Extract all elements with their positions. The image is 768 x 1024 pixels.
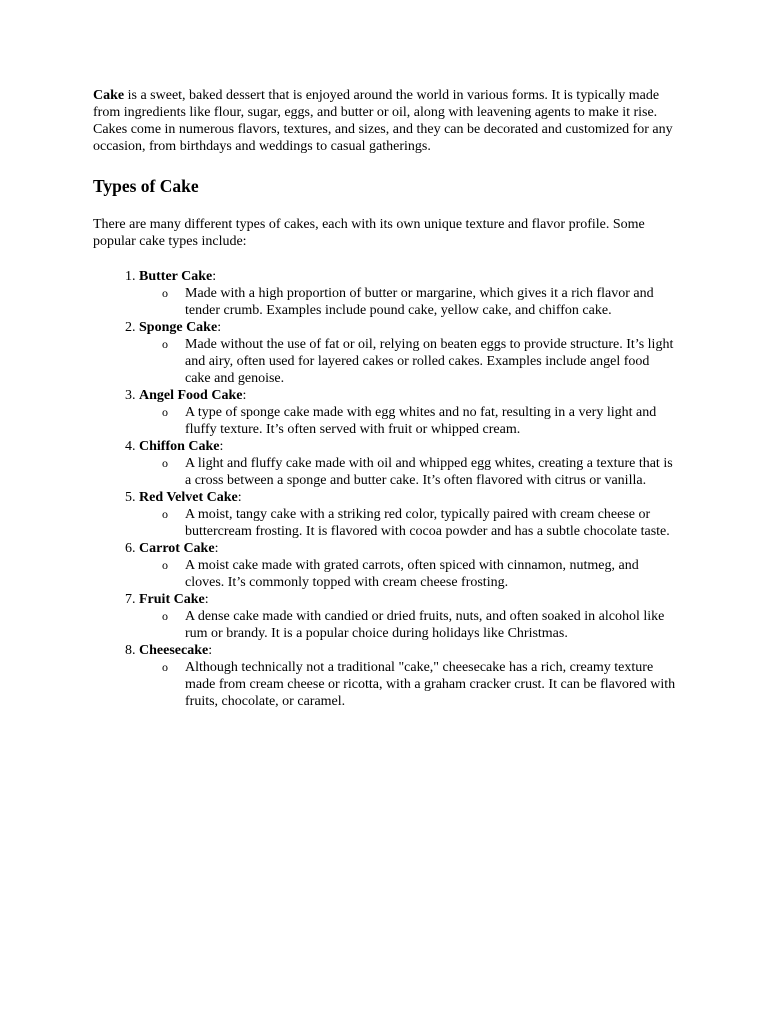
bullet-icon: o: [162, 558, 168, 572]
list-item: 1. Butter Cake: o Made with a high proportion of butter or margarine, which gives it a rich flavor and tender crumb. Examples include pound cake, yellow cake, and chiffon cake.: [139, 268, 678, 319]
bullet-icon: o: [162, 405, 168, 419]
description-text: A moist, tangy cake with a striking red color, typically paired with cream cheese or buttercream frosting. It is flavored with cocoa powder and has a subtle chocolate taste.: [185, 507, 670, 539]
list-item: 6. Carrot Cake: o A moist cake made with grated carrots, often spiced with cinnamon, nutmeg, and cloves. It’s commonly topped with cream cheese frosting.: [139, 540, 678, 591]
intro-paragraph: [93, 87, 678, 155]
cake-type-description: [162, 659, 678, 710]
description-text: Made without the use of fat or oil, relying on beaten eggs to provide structure. It’s light and airy, often used for layered cakes or rolled cakes. Examples include angel food cake and genoise.: [185, 337, 674, 386]
list-item: 8. Cheesecake: o Although technically not a traditional "cake," cheesecake has a rich, creamy texture made from cream cheese or ricotta, with a graham cracker crust. It can be flavored with fruits, chocolate, or caramel.: [139, 642, 678, 710]
bullet-icon: o: [162, 337, 168, 351]
cake-type-description: [162, 404, 678, 438]
section-lead: There are many different types of cakes, each with its own unique texture and flavor profile. Some popular cake types include:: [93, 217, 645, 249]
intro-term: Cake: [93, 88, 125, 103]
description-text: A moist cake made with grated carrots, often spiced with cinnamon, nutmeg, and cloves. It’s commonly topped with cream cheese frosting.: [185, 558, 639, 590]
list-item: 2. Sponge Cake: o Made without the use of fat or oil, relying on beaten eggs to provide structure. It’s light and airy, often used for layered cakes or rolled cakes. Examples include angel food cake and genoise.: [139, 319, 678, 387]
intro-text: is a sweet, baked dessert that is enjoyed around the world in various forms. It is typically made from ingredients like flour, sugar, eggs, and butter or oil, along with leavening agents to make it rise. Cakes come in numerous flavors, textures, and sizes, and they can be decorated and customized for any occasion, from birthdays and weddings to casual gatherings.: [93, 88, 673, 154]
bullet-icon: o: [162, 286, 168, 300]
cake-type-description: [162, 285, 678, 319]
cake-type-description: [162, 608, 678, 642]
cake-type-description: [162, 336, 678, 387]
cake-type-name: Cheesecake: [139, 643, 209, 658]
cake-type-description: [162, 455, 678, 489]
cake-types-list: [93, 268, 678, 710]
cake-type-name: Angel Food Cake: [139, 388, 243, 403]
description-text: A dense cake made with candied or dried fruits, nuts, and often soaked in alcohol like rum or brandy. It is a popular choice during holidays like Christmas.: [185, 609, 665, 641]
bullet-icon: o: [162, 507, 168, 521]
bullet-icon: o: [162, 609, 168, 623]
cake-type-name: Butter Cake: [139, 269, 213, 284]
list-item: 3. Angel Food Cake: o A type of sponge cake made with egg whites and no fat, resulting in a very light and fluffy texture. It’s often served with fruit or whipped cream.: [139, 387, 678, 438]
cake-type-description: [162, 506, 678, 540]
list-item: 4. Chiffon Cake: o A light and fluffy cake made with oil and whipped egg whites, creating a texture that is a cross between a sponge and butter cake. It’s often flavored with citrus or vanilla.: [139, 438, 678, 489]
section-heading: Types of Cake: [93, 176, 199, 196]
description-text: Although technically not a traditional "cake," cheesecake has a rich, creamy texture made from cream cheese or ricotta, with a graham cracker crust. It can be flavored with fruits, chocolate, or caramel.: [185, 660, 676, 709]
document-page: [93, 87, 678, 710]
cake-type-description: [162, 557, 678, 591]
list-item: 5. Red Velvet Cake: o A moist, tangy cake with a striking red color, typically paired with cream cheese or buttercream frosting. It is flavored with cocoa powder and has a subtle chocolate taste.: [139, 489, 678, 540]
cake-type-name: Chiffon Cake: [139, 439, 220, 454]
bullet-icon: o: [162, 456, 168, 470]
description-text: Made with a high proportion of butter or margarine, which gives it a rich flavor and tender crumb. Examples include pound cake, yellow cake, and chiffon cake.: [185, 286, 654, 318]
cake-type-name: Red Velvet Cake: [139, 490, 238, 505]
list-item: 7. Fruit Cake: o A dense cake made with candied or dried fruits, nuts, and often soaked in alcohol like rum or brandy. It is a popular choice during holidays like Christmas.: [139, 591, 678, 642]
cake-type-name: Fruit Cake: [139, 592, 205, 607]
description-text: A type of sponge cake made with egg whites and no fat, resulting in a very light and fluffy texture. It’s often served with fruit or whipped cream.: [185, 405, 657, 437]
bullet-icon: o: [162, 660, 168, 674]
description-text: A light and fluffy cake made with oil and whipped egg whites, creating a texture that is a cross between a sponge and butter cake. It’s often flavored with citrus or vanilla.: [185, 456, 673, 488]
cake-type-name: Sponge Cake: [139, 320, 218, 335]
cake-type-name: Carrot Cake: [139, 541, 215, 556]
